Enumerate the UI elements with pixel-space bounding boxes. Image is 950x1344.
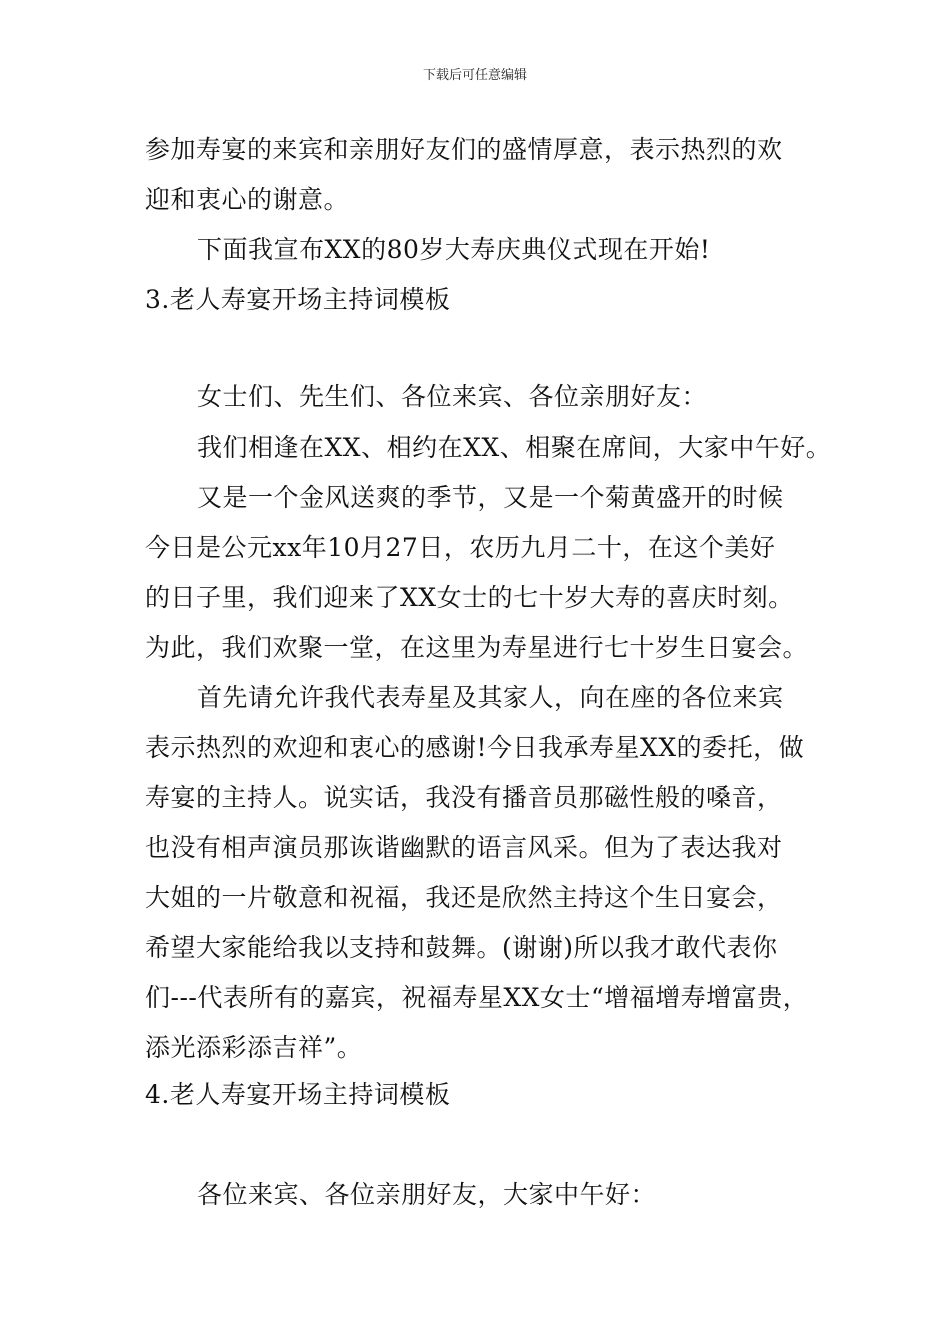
paragraph-line: 我们相逢在XX、相约在XX、相聚在席间，大家中午好。 xyxy=(197,433,832,462)
section-heading: 4.老人寿宴开场主持词模板 xyxy=(145,1080,451,1109)
paragraph-line: 也没有相声演员那诙谐幽默的语言风采。但为了表达我对 xyxy=(145,833,783,862)
paragraph-line: 首先请允许我代表寿星及其家人，向在座的各位来宾 xyxy=(197,683,784,712)
page-header: 下载后可任意编辑 xyxy=(422,68,527,83)
paragraph-line: 表示热烈的欢迎和衷心的感谢!今日我承寿星XX的委托，做 xyxy=(145,733,805,762)
paragraph-line: 又是一个金风送爽的季节，又是一个菊黄盛开的时候 xyxy=(197,483,784,512)
paragraph-line: 各位来宾、各位亲朋好友，大家中午好： xyxy=(197,1180,657,1209)
paragraph-line: 为此，我们欢聚一堂，在这里为寿星进行七十岁生日宴会。 xyxy=(145,633,809,662)
paragraph-line: 们---代表所有的嘉宾，祝福寿星XX女士“增福增寿增富贵， xyxy=(145,983,809,1012)
paragraph-line: 女士们、先生们、各位来宾、各位亲朋好友： xyxy=(197,382,708,411)
paragraph-line: 添光添彩添吉祥”。 xyxy=(145,1033,363,1062)
paragraph-line: 参加寿宴的来宾和亲朋好友们的盛情厚意，表示热烈的欢 xyxy=(145,135,783,164)
paragraph-line: 今日是公元xx年10月27日，农历九月二十，在这个美好 xyxy=(145,533,776,562)
paragraph-line: 希望大家能给我以支持和鼓舞。(谢谢)所以我才敢代表你 xyxy=(145,933,778,962)
paragraph-line: 的日子里，我们迎来了XX女士的七十岁大寿的喜庆时刻。 xyxy=(145,583,794,612)
section-heading: 3.老人寿宴开场主持词模板 xyxy=(145,285,451,314)
paragraph-line: 寿宴的主持人。说实话，我没有播音员那磁性般的嗓音， xyxy=(145,783,783,812)
paragraph-line: 迎和衷心的谢意。 xyxy=(145,185,350,214)
paragraph-line: 大姐的一片敬意和祝福，我还是欣然主持这个生日宴会， xyxy=(145,883,783,912)
paragraph-line: 下面我宣布XX的80岁大寿庆典仪式现在开始! xyxy=(197,235,711,264)
